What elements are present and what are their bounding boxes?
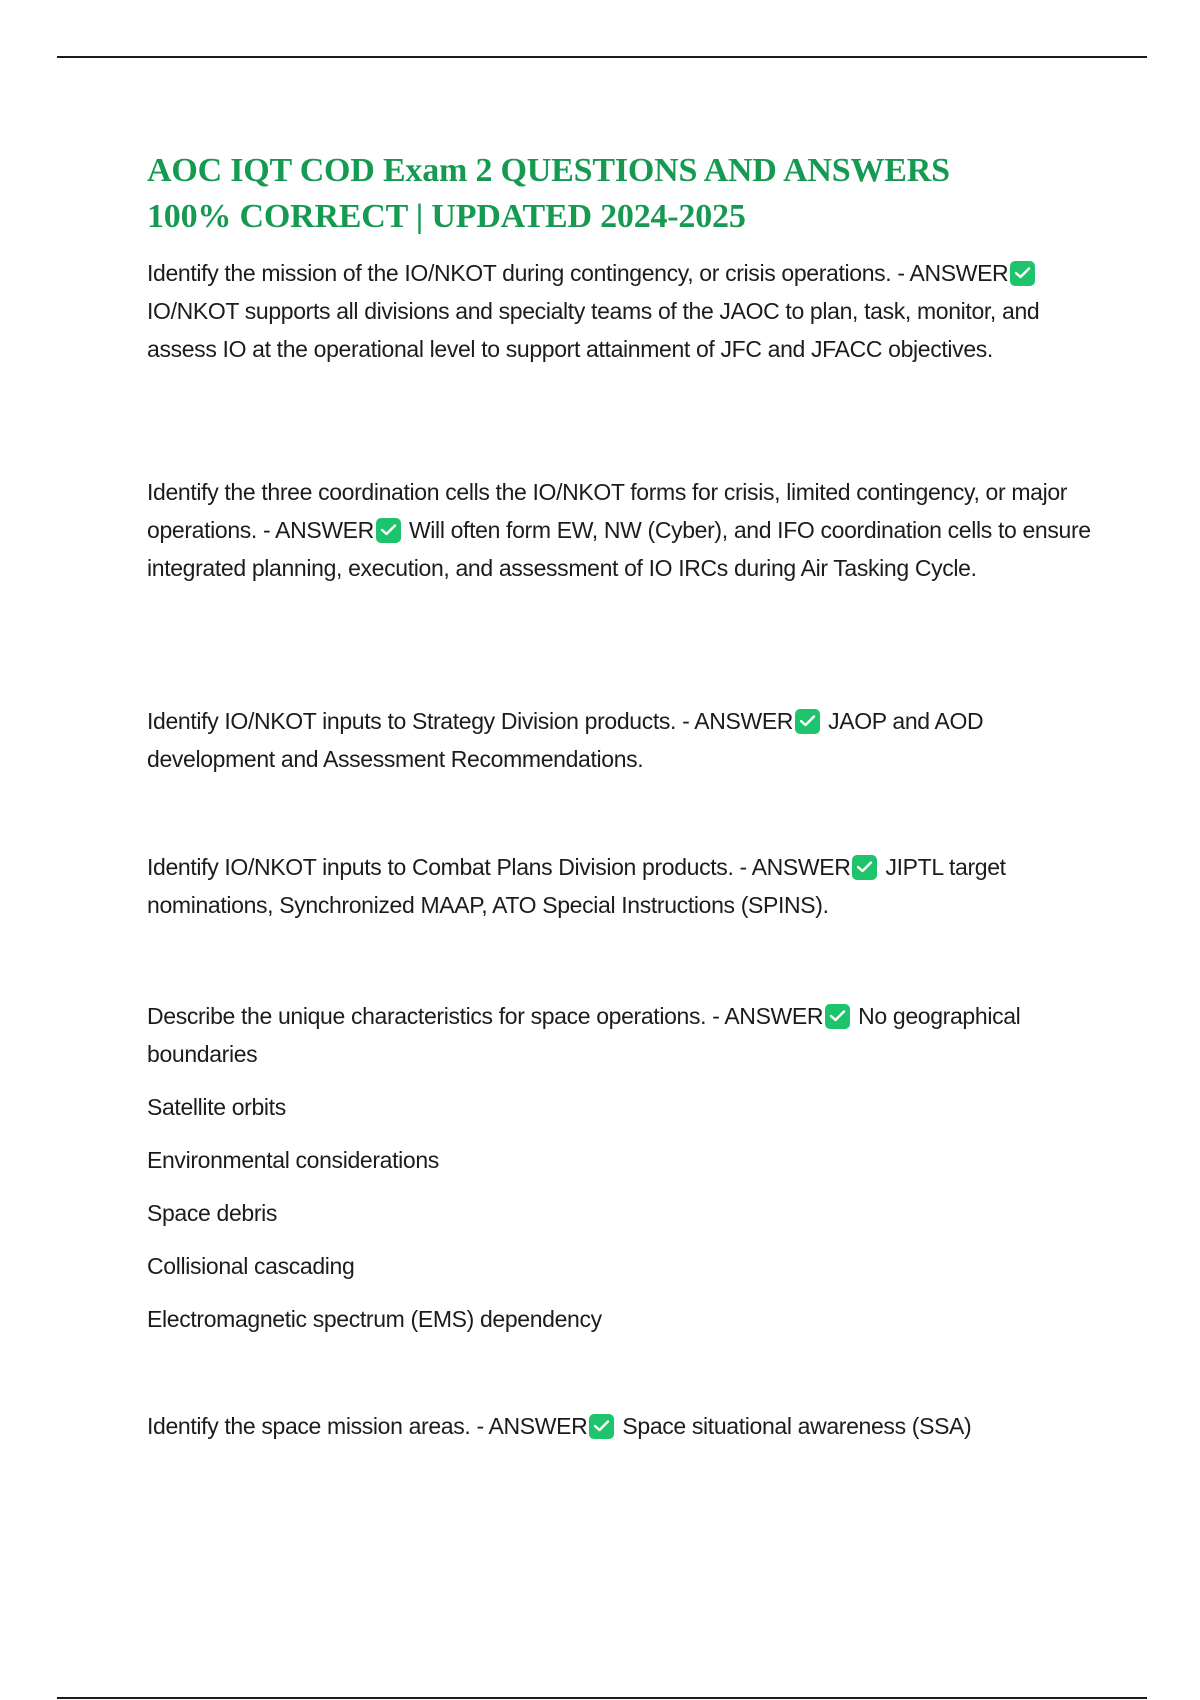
answer-list-item: Electromagnetic spectrum (EMS) dependency: [147, 1306, 602, 1332]
question-text: Identify the mission of the IO/NKOT during contingency, or crisis operations.: [147, 260, 892, 286]
document-body: [147, 148, 1097, 1439]
qa-item-1: [147, 254, 1097, 368]
qa-item-6: [147, 1407, 971, 1445]
answer-label: - ANSWER: [712, 1003, 824, 1029]
qa-item-5-first: [147, 997, 1097, 1073]
green-checkbox-icon: [795, 709, 820, 734]
answer-label: - ANSWER: [263, 517, 374, 543]
title-line-1: AOC IQT COD Exam 2 QUESTIONS AND ANSWERS: [147, 152, 950, 189]
answer-list-item: Satellite orbits: [147, 1094, 286, 1120]
question-text: Identify IO/NKOT inputs to Combat Plans Division products.: [147, 854, 734, 880]
footer-rule: [57, 1697, 1147, 1699]
question-text: Describe the unique characteristics for space operations.: [147, 1003, 707, 1029]
answer-text: IO/NKOT supports all divisions and specialty teams of the JAOC to plan, task, monitor, and assess IO at the operational level to support attainment of JFC and JFACC objectives.: [147, 298, 1040, 362]
qa-item-2: [147, 473, 1097, 587]
answer-label: - ANSWER: [897, 260, 1009, 286]
title-line-2: 100% CORRECT | UPDATED 2024-2025: [147, 198, 746, 235]
green-checkbox-icon: [376, 518, 401, 543]
answer-text: JIPTL target nominations, Synchronized MAAP, ATO Special Instructions (SPINS).: [147, 854, 1006, 918]
qa-item-3: [147, 702, 1097, 778]
qa-item-5: [147, 997, 1097, 1338]
question-text: Identify the three coordination cells the IO/NKOT forms for crisis, limited contingency, or major operations.: [147, 479, 1068, 543]
question-text: Identify the space mission areas.: [147, 1413, 471, 1439]
answer-list-item: Collisional cascading: [147, 1253, 355, 1279]
answer-label: - ANSWER: [739, 854, 851, 880]
answer-text: JAOP and AOD development and Assessment Recommendations.: [147, 708, 984, 772]
document-title: [147, 148, 1097, 240]
answer-text: No geographical boundaries: [147, 1003, 1021, 1067]
question-text: Identify IO/NKOT inputs to Strategy Division products.: [147, 708, 677, 734]
answer-text: Space situational awareness (SSA): [622, 1413, 972, 1439]
answer-list-item: Space debris: [147, 1200, 278, 1226]
green-checkbox-icon: [825, 1004, 850, 1029]
answer-label: - ANSWER: [682, 708, 794, 734]
answer-text: Will often form EW, NW (Cyber), and IFO coordination cells to ensure integrated planning, execution, and assessment of IO IRCs during Air Tasking Cycle.: [147, 517, 1091, 581]
green-checkbox-icon: [852, 855, 877, 880]
answer-list-item: Environmental considerations: [147, 1147, 439, 1173]
green-checkbox-icon: [1010, 261, 1035, 286]
answer-label: - ANSWER: [476, 1413, 588, 1439]
green-checkbox-icon: [589, 1414, 614, 1439]
header-rule: [57, 56, 1147, 58]
qa-item-4: [147, 848, 1097, 924]
